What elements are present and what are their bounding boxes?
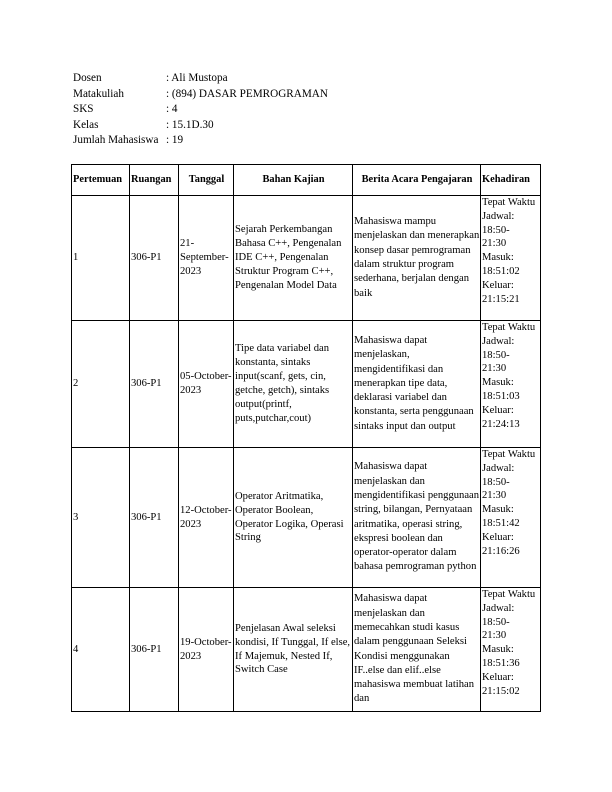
- cell-berita-acara: Mahasiswa mampu menjelaskan dan menerapkan konsep dasar pemrograman dalam struktur program sederhana, berjalan dengan baik: [353, 196, 481, 321]
- cell-bahan-kajian: Sejarah Perkembangan Bahasa C++, Pengenalan IDE C++, Pengenalan Struktur Program C++, Pengenalan Model Data: [234, 196, 353, 321]
- cell-tanggal: 19-October-2023: [179, 588, 234, 712]
- kehadiran-keluar-time: 21:24:13: [482, 418, 520, 430]
- table-header-row: [72, 165, 541, 196]
- cell-bahan-kajian: Tipe data variabel dan konstanta, sintaks input(scanf, gets, cin, getche, getch), sintaks output(printf, puts,putchar,cout): [234, 321, 353, 448]
- cell-ruangan: 306-P1: [130, 196, 179, 321]
- cell-kehadiran: [481, 588, 541, 712]
- kehadiran-jadwal-label: Jadwal:: [482, 602, 515, 614]
- kehadiran-jadwal-start: 18:50-: [482, 349, 510, 361]
- cell-tanggal: 12-October-2023: [179, 448, 234, 588]
- table-row: [72, 321, 541, 448]
- info-label: Kelas: [73, 118, 99, 131]
- header-pertemuan: Pertemuan: [72, 165, 130, 196]
- cell-bahan-kajian: Penjelasan Awal seleksi kondisi, If Tunggal, If else, If Majemuk, Nested If, Switch Case: [234, 588, 353, 712]
- kehadiran-jadwal-start: 18:50-: [482, 476, 510, 488]
- kehadiran-masuk-time: 18:51:36: [482, 657, 520, 669]
- kehadiran-masuk-time: 18:51:42: [482, 517, 520, 529]
- kehadiran-jadwal-label: Jadwal:: [482, 210, 515, 222]
- info-row-jumlah-mahasiswa: [73, 133, 328, 149]
- cell-kehadiran: [481, 196, 541, 321]
- kehadiran-jadwal-start: 18:50-: [482, 616, 510, 628]
- info-row-sks: [73, 102, 328, 118]
- cell-ruangan: 306-P1: [130, 588, 179, 712]
- kehadiran-masuk-time: 18:51:03: [482, 390, 520, 402]
- kehadiran-masuk-label: Masuk:: [482, 377, 514, 389]
- kehadiran-masuk-label: Masuk:: [482, 504, 514, 516]
- info-label: Matakuliah: [73, 87, 124, 100]
- kehadiran-keluar-label: Keluar:: [482, 279, 514, 291]
- kehadiran-status: Tepat Waktu: [482, 589, 536, 600]
- kehadiran-status: Tepat Waktu: [482, 197, 536, 208]
- cell-berita-acara: Mahasiswa dapat menjelaskan, mengidentifikasi dan menerapkan tipe data, deklarasi variabel dan konstanta, serta penggunaan sintaks input dan output: [353, 321, 481, 448]
- cell-ruangan: 306-P1: [130, 321, 179, 448]
- header-ruangan: Ruangan: [130, 165, 179, 196]
- kehadiran-jadwal-start: 18:50-: [482, 224, 510, 236]
- kehadiran-jadwal-end: 21:30: [482, 630, 507, 642]
- info-value: : 19: [166, 134, 184, 147]
- cell-pertemuan: 4: [72, 588, 130, 712]
- kehadiran-keluar-time: 21:15:02: [482, 685, 520, 697]
- kehadiran-masuk-time: 18:51:02: [482, 265, 520, 277]
- kehadiran-jadwal-end: 21:30: [482, 238, 507, 250]
- cell-pertemuan: 3: [72, 448, 130, 588]
- cell-tanggal: 05-October-2023: [179, 321, 234, 448]
- table-row: [72, 588, 541, 712]
- cell-pertemuan: 1: [72, 196, 130, 321]
- kehadiran-status: Tepat Waktu: [482, 322, 536, 333]
- table-row: [72, 196, 541, 321]
- cell-kehadiran: [481, 448, 541, 588]
- cell-pertemuan: 2: [72, 321, 130, 448]
- kehadiran-keluar-label: Keluar:: [482, 531, 514, 543]
- header-kehadiran: Kehadiran: [481, 165, 541, 196]
- kehadiran-jadwal-label: Jadwal:: [482, 462, 515, 474]
- kehadiran-keluar-time: 21:15:21: [482, 293, 520, 305]
- header-tanggal: Tanggal: [179, 165, 234, 196]
- info-value: : 15.1D.30: [166, 118, 214, 131]
- info-label: Jumlah Mahasiswa: [73, 134, 159, 147]
- info-value: : Ali Mustopa: [166, 72, 228, 84]
- kehadiran-keluar-label: Keluar:: [482, 404, 514, 416]
- cell-berita-acara: Mahasiswa dapat menjelaskan dan memecahkan studi kasus dalam penggunaan Seleksi Kondisi menggunakan IF..else dan elif..else mahasiswa membuat latihan dan: [353, 588, 481, 712]
- kehadiran-jadwal-end: 21:30: [482, 490, 507, 502]
- kehadiran-keluar-label: Keluar:: [482, 671, 514, 683]
- cell-kehadiran: [481, 321, 541, 448]
- kehadiran-jadwal-label: Jadwal:: [482, 335, 515, 347]
- kehadiran-masuk-label: Masuk:: [482, 252, 514, 264]
- kehadiran-keluar-time: 21:16:26: [482, 545, 520, 557]
- info-row-matakuliah: [73, 87, 328, 103]
- cell-bahan-kajian: Operator Aritmatika, Operator Boolean, Operator Logika, Operasi String: [234, 448, 353, 588]
- kehadiran-jadwal-end: 21:30: [482, 363, 507, 375]
- info-value: : 4: [166, 103, 178, 116]
- info-label: SKS: [73, 103, 94, 116]
- kehadiran-status: Tepat Waktu: [482, 449, 536, 460]
- header-berita-acara: Berita Acara Pengajaran: [353, 165, 481, 196]
- info-row-kelas: [73, 118, 328, 134]
- cell-tanggal: 21-September-2023: [179, 196, 234, 321]
- info-label: Dosen: [73, 72, 102, 84]
- info-row-dosen: [73, 71, 328, 87]
- course-info: [73, 71, 328, 149]
- attendance-table: [71, 164, 541, 712]
- info-value: : (894) DASAR PEMROGRAMAN: [166, 87, 328, 100]
- kehadiran-masuk-label: Masuk:: [482, 644, 514, 656]
- cell-ruangan: 306-P1: [130, 448, 179, 588]
- table-row: [72, 448, 541, 588]
- cell-berita-acara: Mahasiswa dapat menjelaskan dan mengidentifikasi penggunaan string, bilangan, Pernyataan aritmatika, operasi string, ekspresi boolean dan operator-operator dalam bahasa pemrograman python: [353, 448, 481, 588]
- header-bahan-kajian: Bahan Kajian: [234, 165, 353, 196]
